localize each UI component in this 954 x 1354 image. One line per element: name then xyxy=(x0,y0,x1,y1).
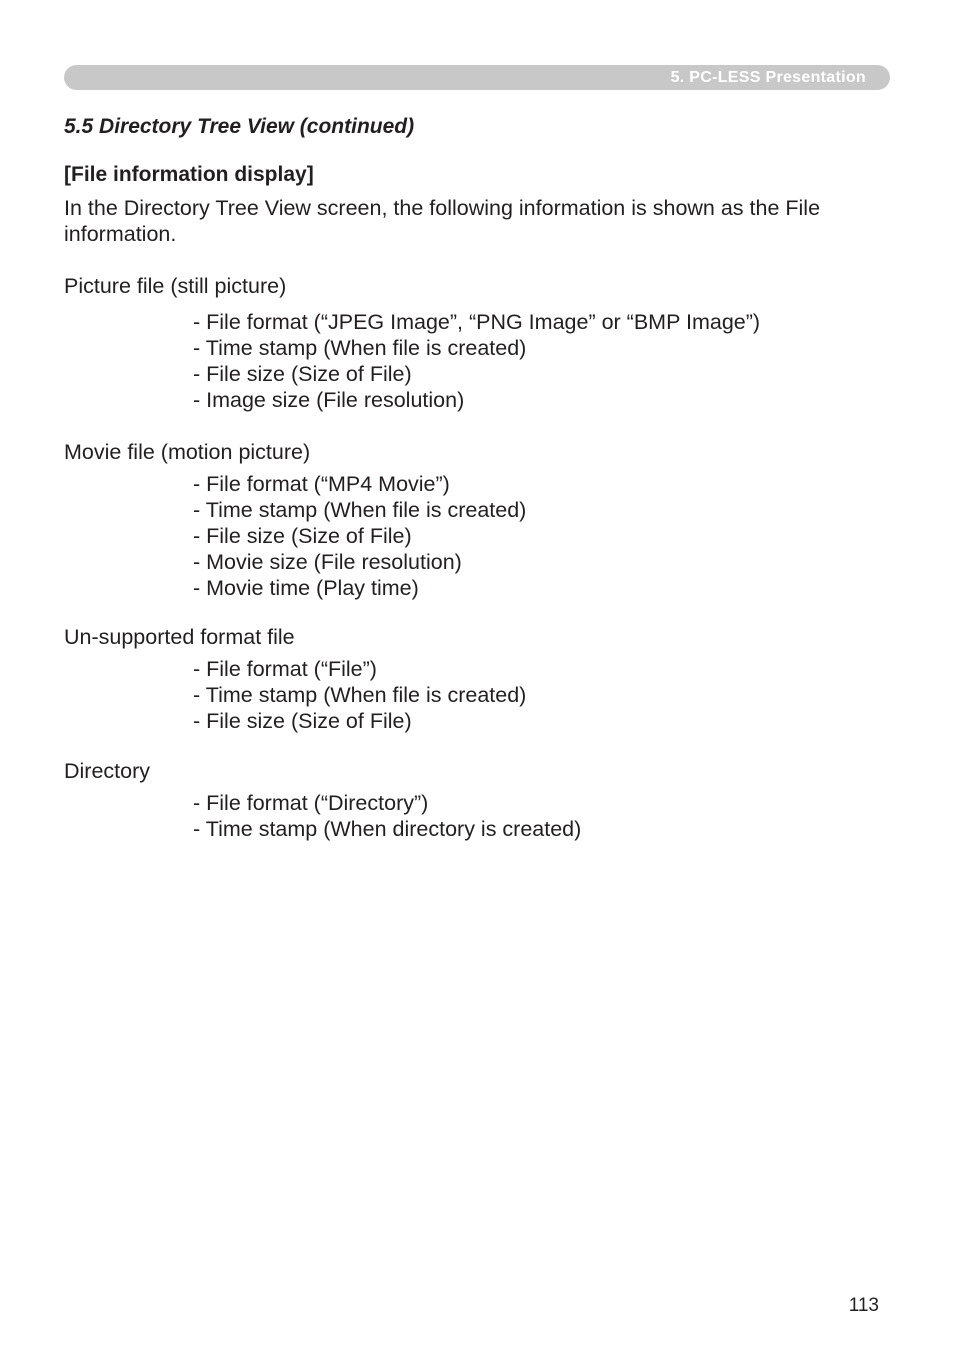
group-label-unsupported-file: Un-supported format file xyxy=(64,625,295,649)
chapter-title: 5. PC-LESS Presentation xyxy=(670,69,866,86)
list-item: - Movie time (Play time) xyxy=(193,576,419,600)
list-item: - Image size (File resolution) xyxy=(193,388,465,412)
list-item: - File format (“Directory”) xyxy=(193,791,429,815)
list-item: - File format (“File”) xyxy=(193,657,377,681)
list-item: - File format (“MP4 Movie”) xyxy=(193,472,450,496)
directory-info-list xyxy=(193,790,581,842)
list-item: - Movie size (File resolution) xyxy=(193,550,462,574)
group-label-picture-file: Picture file (still picture) xyxy=(64,274,287,298)
unsupported-file-info-list xyxy=(193,656,526,734)
intro-paragraph: In the Directory Tree View screen, the following information is shown as the File information. xyxy=(64,196,821,246)
list-item: - Time stamp (When file is created) xyxy=(193,498,527,522)
group-label-movie-file: Movie file (motion picture) xyxy=(64,440,311,464)
movie-file-info-list xyxy=(193,471,526,601)
list-item: - File format (“JPEG Image”, “PNG Image” or “BMP Image”) xyxy=(193,310,761,334)
list-item: - File size (Size of File) xyxy=(193,524,412,548)
section-title: 5.5 Directory Tree View (continued) xyxy=(64,115,415,138)
list-item: - File size (Size of File) xyxy=(193,362,412,386)
list-item: - Time stamp (When directory is created) xyxy=(193,817,582,841)
picture-file-info-list xyxy=(193,309,760,413)
group-label-directory: Directory xyxy=(64,759,151,783)
list-item: - File size (Size of File) xyxy=(193,709,412,733)
page-number: 113 xyxy=(848,1295,879,1316)
list-item: - Time stamp (When file is created) xyxy=(193,683,527,707)
list-item: - Time stamp (When file is created) xyxy=(193,336,527,360)
chapter-header-bar xyxy=(64,65,890,90)
subsection-heading: [File information display] xyxy=(64,163,314,186)
